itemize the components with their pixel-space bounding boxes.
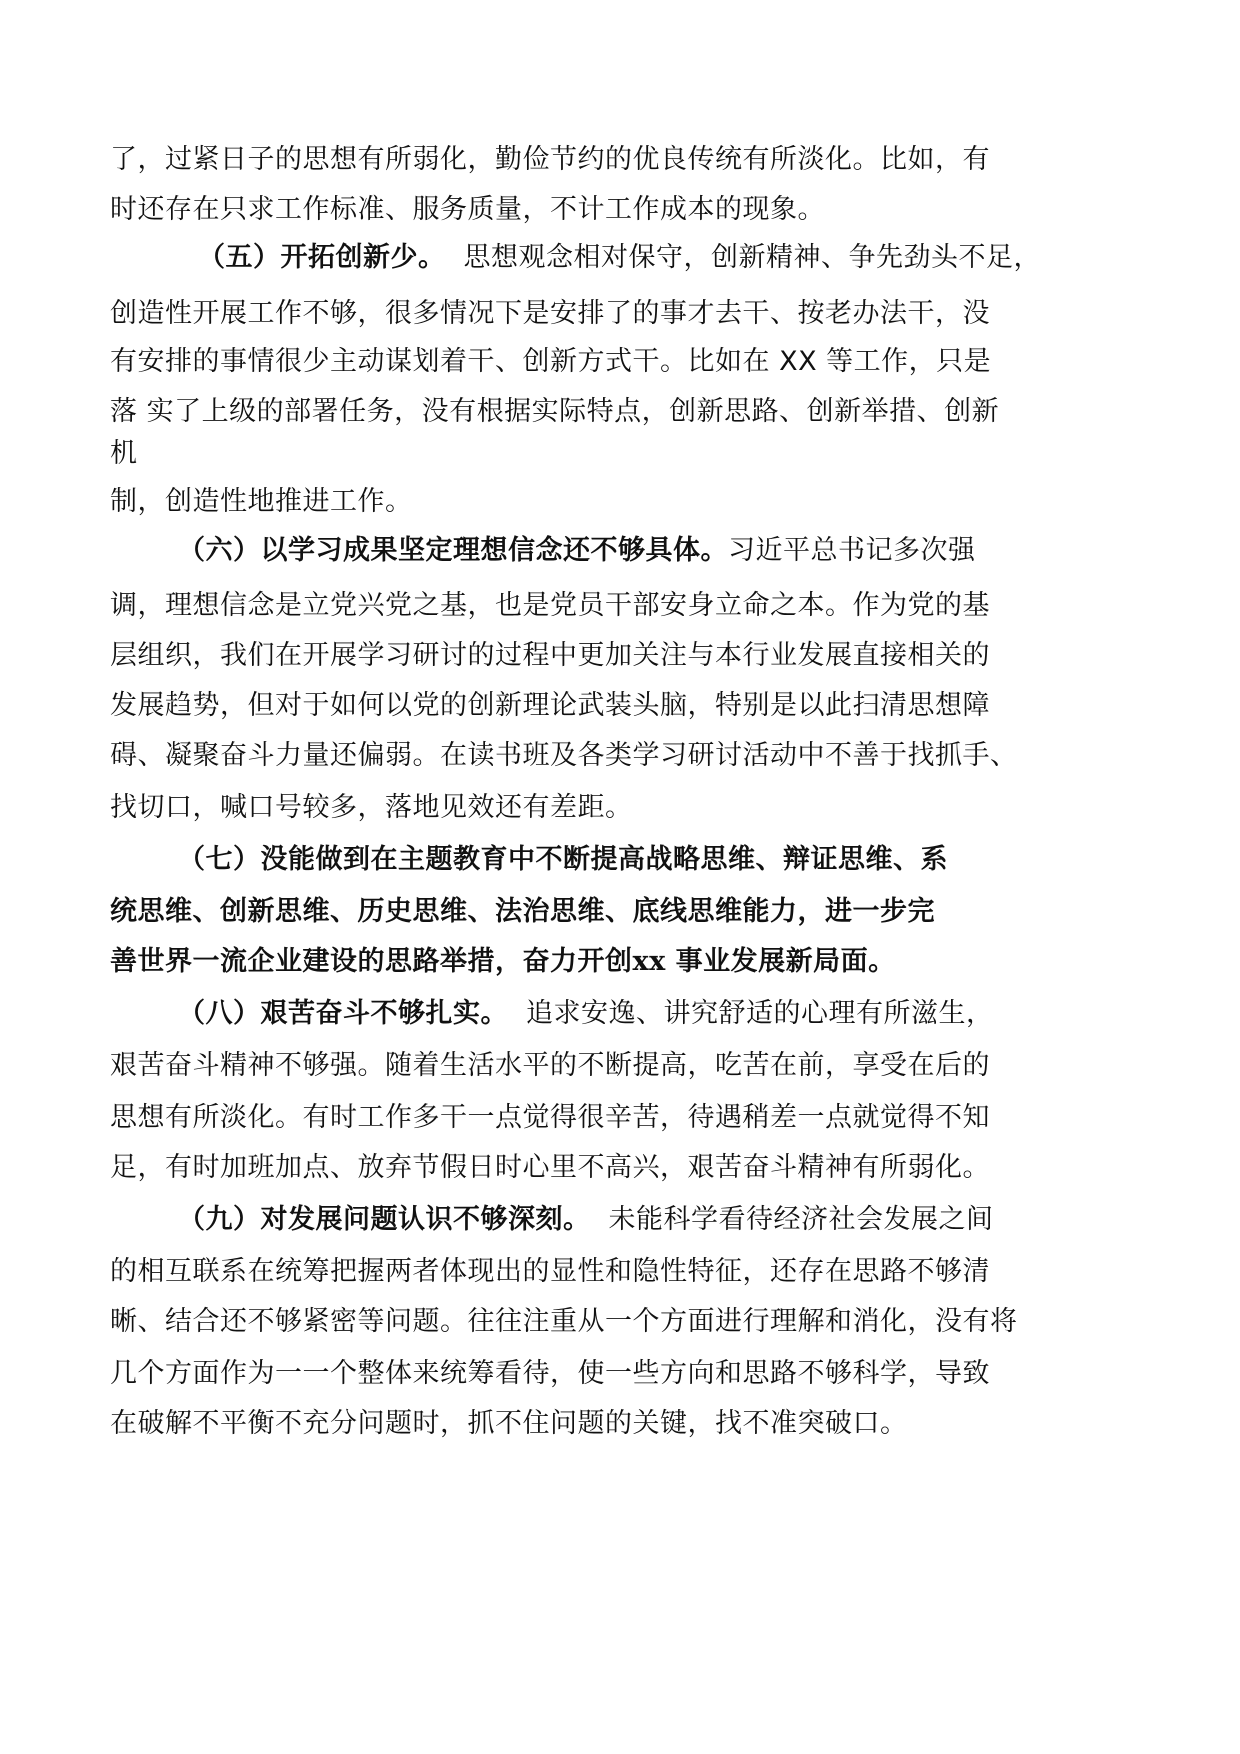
text-line: 调，理想信念是立党兴党之基，也是党员干部安身立命之本。作为党的基 xyxy=(110,590,990,621)
text-line: 落 实了上级的部署任务，没有根据实际特点，创新思路、创新举措、创新 xyxy=(110,396,1000,427)
text-span: xx xyxy=(632,946,666,977)
text-line: 在破解不平衡不充分问题时，抓不住问题的关键，找不准突破口。 xyxy=(110,1408,908,1439)
text-span: 未能科学看待经济社会发展之间 xyxy=(608,1204,994,1235)
text-line: 了，过紧日子的思想有所弱化，勤俭节约的优良传统有所淡化。比如，有 xyxy=(110,144,990,175)
text-line: 艰苦奋斗精神不够强。随着生活水平的不断提高，吃苦在前，享受在后的 xyxy=(110,1050,990,1081)
text-line: 有安排的事情很少主动谋划着干、创新方式干。比如在 XX 等工作，只是 xyxy=(110,346,992,377)
section-6-first-line xyxy=(178,533,976,569)
text-span: 善世界一流企业建设的思路举措，奋力开创 xyxy=(110,946,633,977)
section-9-heading: （九）对发展问题认识不够深刻。 xyxy=(178,1204,591,1235)
section-7-heading-line xyxy=(110,944,896,980)
text-line: 找切口，喊口号较多，落地见效还有差距。 xyxy=(110,792,633,823)
text-line: 的相互联系在统筹把握两者体现出的显性和隐性特征，还存在思路不够清 xyxy=(110,1256,990,1287)
section-8-heading: （八）艰苦奋斗不够扎实。 xyxy=(178,998,508,1029)
section-7-heading-line: 统思维、创新思维、历史思维、法治思维、底线思维能力，进一步完 xyxy=(110,896,935,927)
text-span: 习近平总书记多次强 xyxy=(728,535,976,566)
text-line: 思想有所淡化。有时工作多干一点觉得很辛苦，待遇稍差一点就觉得不知 xyxy=(110,1102,990,1133)
text-line: 制，创造性地推进工作。 xyxy=(110,486,413,517)
text-line: 层组织，我们在开展学习研讨的过程中更加关注与本行业发展直接相关的 xyxy=(110,640,990,671)
text-line: 发展趋势，但对于如何以党的创新理论武装头脑，特别是以此扫清思想障 xyxy=(110,690,990,721)
text-line: 创造性开展工作不够，很多情况下是安排了的事才去干、按老办法干，没 xyxy=(110,298,990,329)
section-9-first-line xyxy=(178,1202,994,1238)
text-line: 几个方面作为一一个整体来统筹看待，使一些方向和思路不够科学，导致 xyxy=(110,1358,990,1389)
section-8-first-line xyxy=(178,996,994,1032)
text-span: 追求安逸、讲究舒适的心理有所滋生， xyxy=(526,998,994,1029)
text-span: 事业发展新局面。 xyxy=(665,946,896,977)
text-line: 机 xyxy=(110,438,138,469)
text-line: 足，有时加班加点、放弃节假日时心里不高兴，艰苦奋斗精神有所弱化。 xyxy=(110,1152,990,1183)
section-6-heading: （六）以学习成果坚定理想信念还不够具体。 xyxy=(178,535,728,566)
text-span: 思想观念相对保守，创新精神、争先劲头不足， xyxy=(463,242,1041,273)
text-line: 晰、结合还不够紧密等问题。往往注重从一个方面进行理解和消化，没有将 xyxy=(110,1306,1018,1337)
text-line: 碍、凝聚奋斗力量还偏弱。在读书班及各类学习研讨活动中不善于找抓手、 xyxy=(110,740,1018,771)
section-7-heading-line: （七）没能做到在主题教育中不断提高战略思维、辩证思维、系 xyxy=(178,844,948,875)
text-line: 时还存在只求工作标准、服务质量，不计工作成本的现象。 xyxy=(110,194,825,225)
section-5-first-line xyxy=(198,240,1041,276)
section-5-heading: （五）开拓创新少。 xyxy=(198,242,446,273)
